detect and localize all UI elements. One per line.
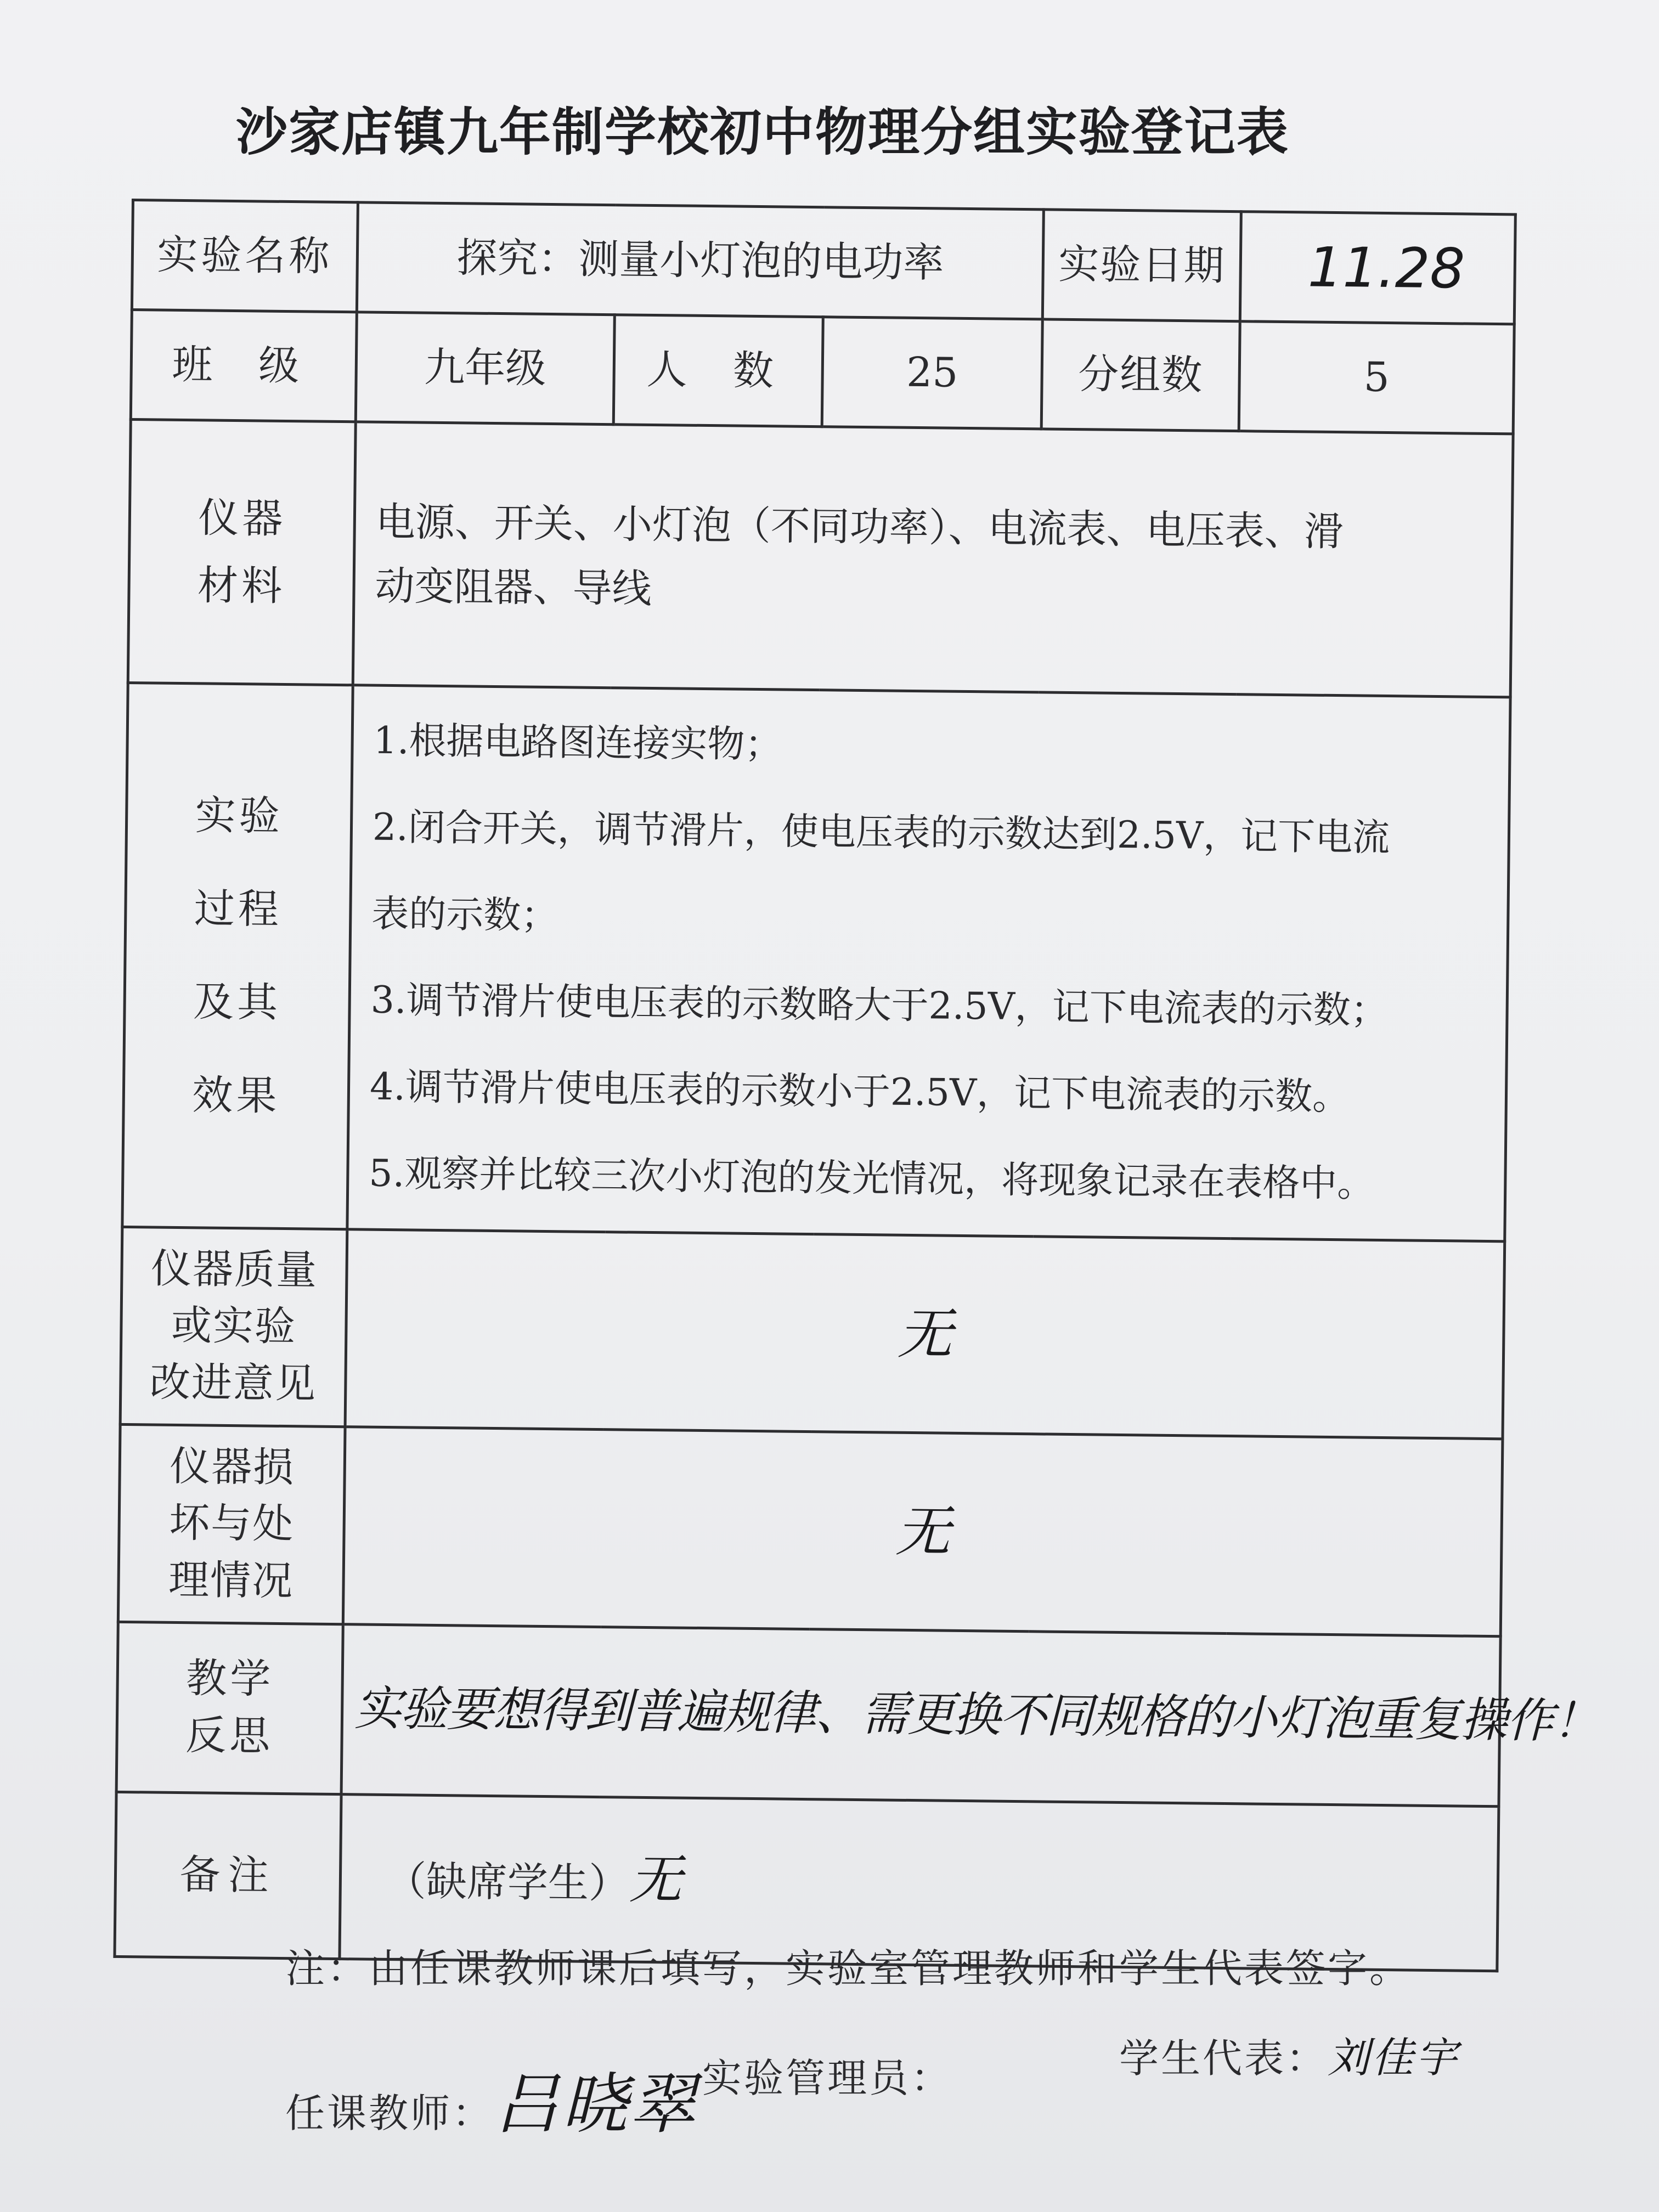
registration-form xyxy=(113,199,1599,1968)
row-process xyxy=(122,682,1510,1241)
row-experiment-name xyxy=(132,200,1515,324)
quality-value: 无 xyxy=(345,1229,1505,1438)
damage-label: 仪器损 坏与处 理情况 xyxy=(118,1424,345,1624)
row-equipment xyxy=(128,420,1513,697)
student-signature-line xyxy=(1119,2024,1459,2084)
experiment-date-value: 11.28 xyxy=(1240,212,1515,324)
process-label: 实验 过程 及其 效果 xyxy=(122,682,353,1229)
process-step: 4.调节滑片使电压表的示数小于2.5V，记下电流表的示数。 xyxy=(369,1065,1350,1119)
process-step: 3.调节滑片使电压表的示数略大于2.5V，记下电流表的示数； xyxy=(370,978,1389,1033)
process-step: 2.闭合开关，调节滑片，使电压表的示数达到2.5V，记下电流 xyxy=(372,805,1390,860)
process-steps xyxy=(347,685,1510,1242)
equipment-list: 电源、开关、小灯泡（不同功率）、电流表、电压表、滑 动变阻器、导线 xyxy=(353,422,1513,697)
row-reflection xyxy=(116,1622,1500,1806)
group-count-label: 分组数 xyxy=(1041,319,1240,431)
teacher-signature: 吕晓翠 xyxy=(494,2067,698,2143)
row-quality xyxy=(120,1227,1505,1438)
process-step: 表的示数； xyxy=(371,892,558,938)
damage-value: 无 xyxy=(343,1426,1503,1636)
footer-note: 注：由任课教师课后填写，实验室管理教师和学生代表签字。 xyxy=(285,1945,1412,1991)
student-count-label: 人 数 xyxy=(613,315,823,427)
experiment-name-label: 实验名称 xyxy=(132,200,358,312)
form-title: 沙家店镇九年制学校初中物理分组实验登记表 xyxy=(236,103,1290,162)
experiment-date-label: 实验日期 xyxy=(1042,210,1241,321)
remarks-prefix: （缺席学生） xyxy=(385,1858,630,1908)
process-step: 1.根据电路图连接实物； xyxy=(373,719,782,767)
student-label: 学生代表： xyxy=(1119,2035,1328,2081)
process-step: 5.观察并比较三次小灯泡的发光情况，将现象记录在表格中。 xyxy=(369,1152,1375,1206)
quality-label: 仪器质量 或实验 改进意见 xyxy=(120,1227,347,1426)
class-label: 班 级 xyxy=(131,310,357,422)
reflection-label: 教学 反思 xyxy=(116,1622,343,1794)
row-class-info xyxy=(131,310,1514,434)
admin-label: 实验管理员： xyxy=(702,2055,953,2101)
teacher-label: 任课教师： xyxy=(285,2090,494,2136)
equipment-label: 仪器 材料 xyxy=(128,420,356,685)
remarks-value: 无 xyxy=(629,1848,682,1911)
registration-table xyxy=(113,199,1599,1972)
teacher-signature-line xyxy=(285,2052,698,2146)
student-signature: 刘佳宇 xyxy=(1328,2033,1460,2082)
remarks-label: 备注 xyxy=(115,1792,341,1959)
group-count-value: 5 xyxy=(1239,321,1514,434)
reflection-value: 实验要想得到普遍规律、需更换不同规格的小灯泡重复操作！ xyxy=(341,1624,1500,1806)
experiment-name-value: 探究：测量小灯泡的电功率 xyxy=(357,202,1043,319)
class-value: 九年级 xyxy=(356,312,614,425)
row-damage xyxy=(118,1424,1503,1636)
student-count-value: 25 xyxy=(822,317,1042,429)
admin-signature-line xyxy=(702,2046,952,2103)
